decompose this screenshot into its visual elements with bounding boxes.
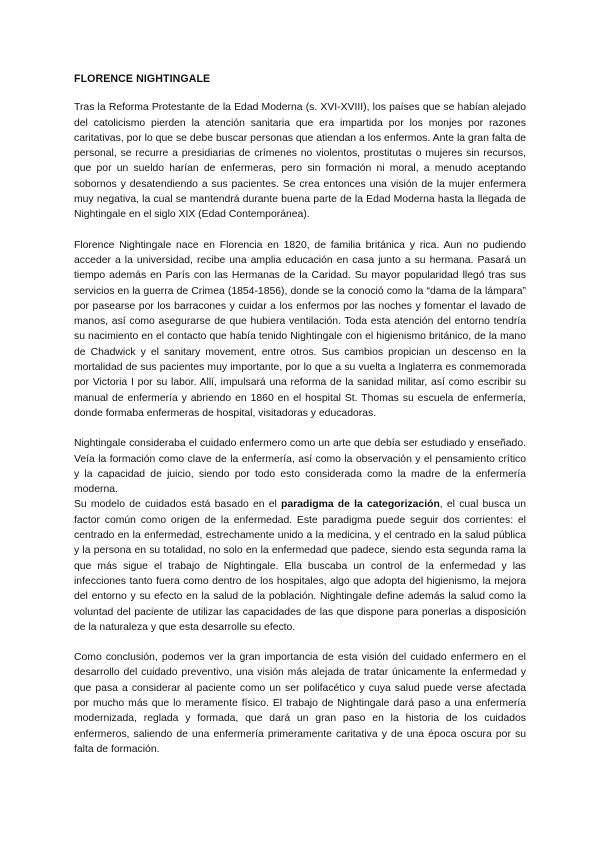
paragraph-cuidado-arte: Nightingale consideraba el cuidado enfermero como un arte que debía ser estudiado y enseñado. Veía la formación como clave de la enfermería, así como la observación y el pensamiento crítico y la capacidad de juicio, siendo por todo esto considerada como la madre de la enfermería moderna.	[74, 438, 526, 496]
paragraph-conclusion: Como conclusión, podemos ver la gran importancia de esta visión del cuidado enfermero en el desarrollo del cuidado preventivo, una visión más alejada de tratar únicamente la enfermedad y que pasa a considerar al paciente como un ser polifacético y cuya salud puede verse afectada por mucho más que lo meramente físico. El trabajo de Nightingale dará paso a una enfermería modernizada, reglada y formada, que dará un gran paso en la historia de los cuidados enfermeros, saliendo de una enfermería primeramente caritativa y de una época oscura por su falta de formación.	[74, 652, 526, 755]
paragraph-reforma: Tras la Reforma Protestante de la Edad Moderna (s. XVI-XVIII), los países que se habían alejado del catolicismo pierden la atención sanitaria que era impartida por los monjes por razones caritativas, por lo que se debe buscar personas que atiendan a los enfermos. Ante la gran falta de personal, se recurre a presidiarias de crímenes no violentos, prostitutas o mujeres sin recursos, que por un sueldo harían de enfermeras, pero sin formación ni moral, a menudo aceptando sobornos y desatendiendo a sus pacientes. Se crea entonces una visión de la mujer enfermera muy negativa, la cual se mantendrá durante buena parte de la Edad Moderna hasta la llegada de Nightingale en el siglo XIX (Edad Contemporánea).	[74, 102, 526, 221]
paragraph-biografia: Florence Nightingale nace en Florencia en 1820, de familia británica y rica. Aun no pudiendo acceder a la universidad, recibe una amplia educación en casa junto a su hermana. Pasará un tiempo además en París con las Hermanas de la Caridad. Su mayor popularidad llegó tras sus servicios en la guerra de Crimea (1854-1856), donde se la conoció como la “dama de la lámpara” por pasearse por los barracones y cuidar a los enfermos por las noches y fomentar el lavado de manos, así como asegurarse de que hubiera ventilación. Toda esta atención del entorno tendría su nacimiento en el contacto que había tenido Nightingale con el higienismo británico, de la mano de Chadwick y el sanitary movement, entre otros. Sus cambios propician un descenso en la mortalidad de sus pacientes muy importante, por lo que a su vuelta a Inglaterra es conmemorada por Victoria I por su labor. Allí, impulsará una reforma de la sanidad militar, así como escribir su manual de enfermería y abriendo en 1860 en el hospital St. Thomas su escuela de enfermería, donde formaba enfermeras de hospital, visitadoras y educadoras.	[74, 239, 526, 419]
paradigma-highlight: paradigma de la categorización	[281, 499, 440, 511]
document-title: FLORENCE NIGHTINGALE	[74, 73, 211, 85]
modelo-text-end: , el cual busca un factor común como origen de la enfermedad. Este paradigma puede seguir dos corrientes: el centrado en la enfermedad, estrechamente unido a la medicina, y el centrado en la salud pública y la persona en su totalidad, no solo en la enfermedad que padece, siendo esta segunda rama la que más sigue el trabajo de Nightingale. Ella buscaba un control de la enfermedad y las infecciones tanto fuera como dentro de los hospitales, algo que adopta del higienismo, la mejora del entorno y su efecto en la salud de la población. Nightingale define además la salud como la voluntad del paciente de utilizar las capacidades de las que dispone para ponerlas a disposición de la naturaleza y que esta desarrolle su efecto.	[74, 499, 526, 633]
paragraph-modelo	[74, 497, 526, 635]
document-body	[74, 72, 526, 757]
modelo-text-start: Su modelo de cuidados está basado en el	[74, 499, 282, 511]
